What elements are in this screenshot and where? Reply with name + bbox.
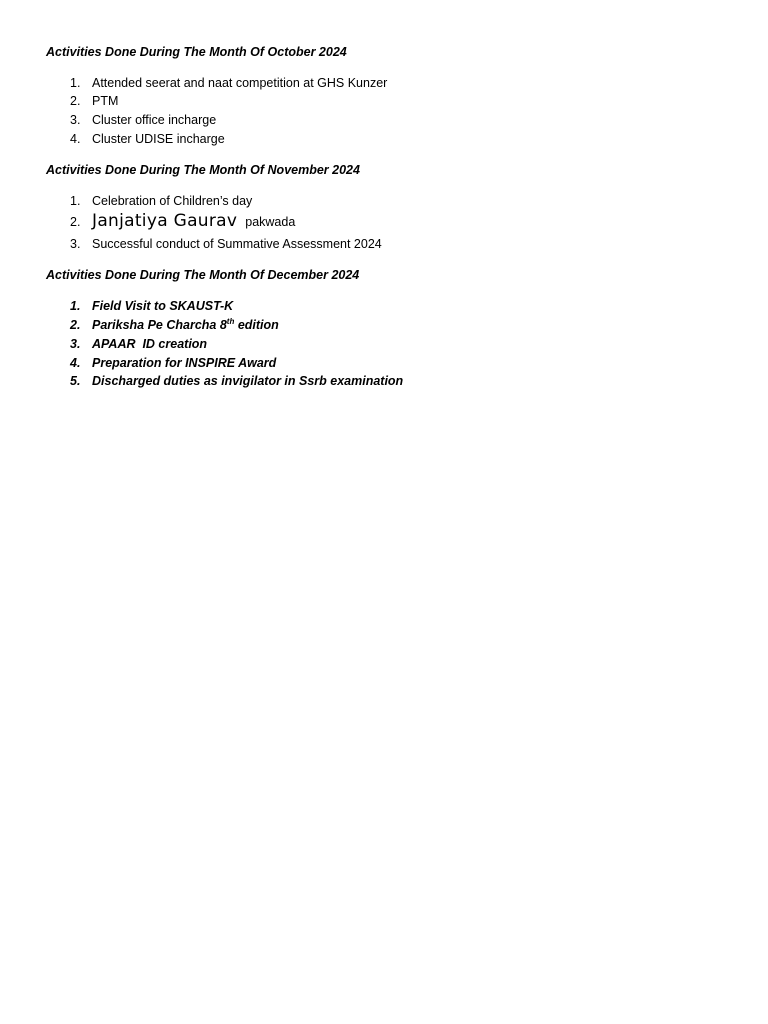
list-item-number: 3. <box>70 337 81 351</box>
list-item-number: 1. <box>70 194 81 208</box>
list-item-text: Cluster UDISE incharge <box>92 132 225 146</box>
list-item <box>70 93 118 109</box>
list-item-text-after: edition <box>234 318 279 332</box>
list-item-number: 1. <box>70 76 81 90</box>
list-item-number: 3. <box>70 113 81 127</box>
list-item-number: 2. <box>70 215 81 229</box>
list-item-text: Field Visit to SKAUST-K <box>92 299 234 313</box>
list-item <box>70 373 403 389</box>
section-heading-october: Activities Done During The Month Of October 2024 <box>46 45 347 59</box>
list-item-text: Successful conduct of Summative Assessment 2024 <box>92 237 382 251</box>
list-item <box>70 213 295 230</box>
list-item-number: 4. <box>70 356 81 370</box>
list-item <box>70 193 252 209</box>
list-item-number: 1. <box>70 299 81 313</box>
list-item-text: Cluster office incharge <box>92 113 217 127</box>
list-item <box>70 75 387 91</box>
section-heading-december: Activities Done During The Month Of December 2024 <box>46 268 360 282</box>
section-heading-november: Activities Done During The Month Of November 2024 <box>46 163 360 177</box>
list-item <box>70 336 207 352</box>
list-item-text-large: Janjatiya Gaurav <box>92 211 238 231</box>
list-item <box>70 236 382 252</box>
list-item <box>70 298 233 314</box>
list-item-text-small: pakwada <box>245 215 296 229</box>
list-item <box>70 112 216 128</box>
list-item-text: PTM <box>92 94 119 108</box>
list-item-text: Celebration of Children’s day <box>92 194 253 208</box>
list-item <box>70 355 276 371</box>
list-item-text: Attended seerat and naat competition at GHS Kunzer <box>92 76 388 90</box>
list-item <box>70 131 225 147</box>
list-item-text: Preparation for INSPIRE Award <box>92 356 277 370</box>
list-item-text: Pariksha Pe Charcha 8 <box>92 318 227 332</box>
list-item-number: 2. <box>70 94 81 108</box>
ordinal-superscript: th <box>226 316 235 326</box>
list-item <box>70 317 279 333</box>
list-item-text: Discharged duties as invigilator in Ssrb examination <box>92 374 404 388</box>
list-item-number: 3. <box>70 237 81 251</box>
list-item-number: 4. <box>70 132 81 146</box>
list-item-text: APAAR ID creation <box>92 337 208 351</box>
list-item-number: 2. <box>70 318 81 332</box>
list-item-number: 5. <box>70 374 81 388</box>
